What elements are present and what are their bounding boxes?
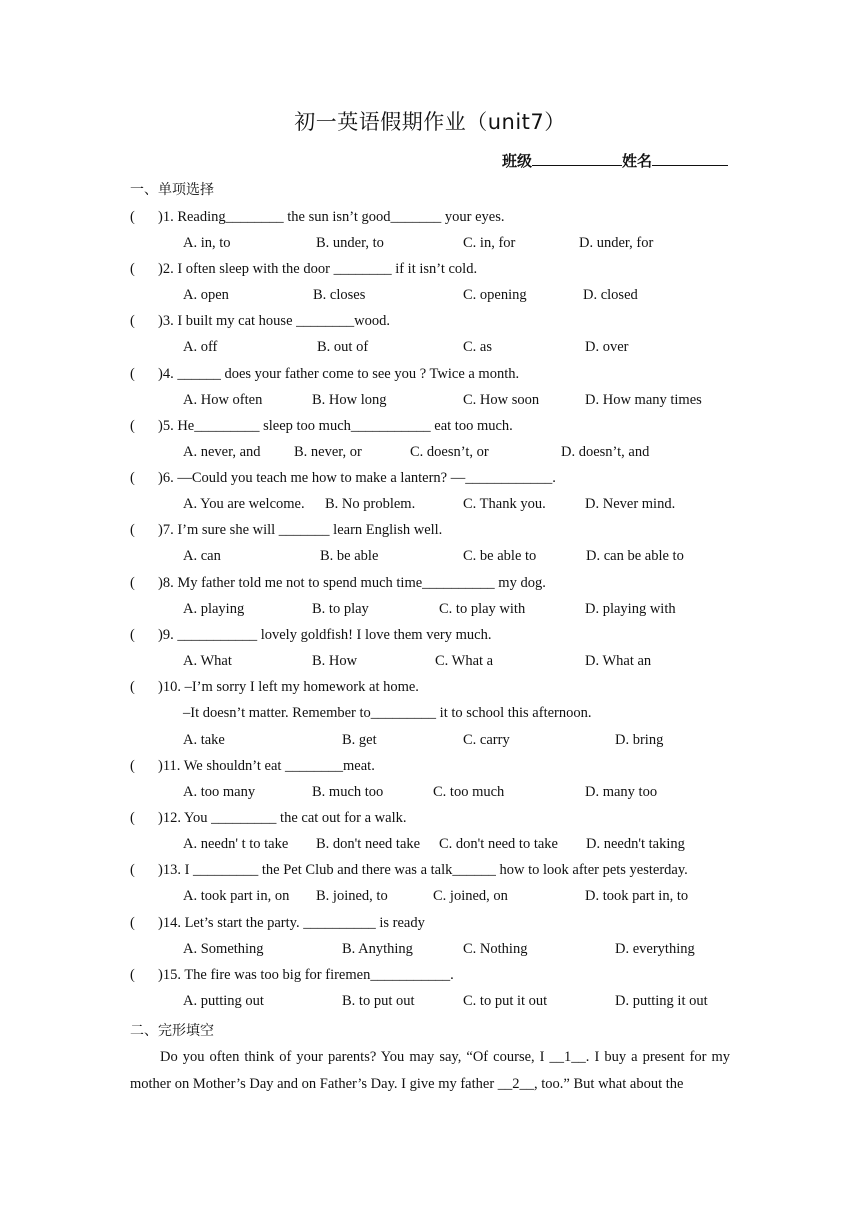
option-d[interactable]: D. closed bbox=[583, 287, 638, 303]
question-11 bbox=[130, 758, 375, 775]
question-text: )6. —Could you teach me how to make a lantern? —____________. bbox=[158, 470, 556, 486]
question-3 bbox=[130, 313, 390, 330]
option-d[interactable]: D. took part in, to bbox=[585, 888, 689, 904]
option-d[interactable]: D. playing with bbox=[585, 601, 676, 617]
answer-bracket[interactable]: ( bbox=[130, 679, 135, 695]
option-a[interactable]: A. took part in, on bbox=[183, 888, 290, 904]
option-d[interactable]: D. everything bbox=[615, 941, 695, 957]
question-text: )4. ______ does your father come to see you ? Twice a month. bbox=[158, 366, 520, 382]
option-c[interactable]: C. Nothing bbox=[463, 941, 528, 957]
option-a[interactable]: A. never, and bbox=[183, 444, 261, 460]
question-15 bbox=[130, 967, 454, 984]
question-text: )2. I often sleep with the door ________ if it isn’t cold. bbox=[158, 261, 478, 277]
question-text: )7. I’m sure she will _______ learn English well. bbox=[158, 522, 443, 538]
question-4 bbox=[130, 366, 520, 383]
option-d[interactable]: D. under, for bbox=[579, 235, 654, 251]
option-c[interactable]: C. as bbox=[463, 339, 492, 355]
option-a[interactable]: A. can bbox=[183, 548, 221, 564]
cloze-paragraph: Do you often think of your parents? You may say, “Of course, I __1__. I buy a present for my mother on Mother’s Day and on Father’s Day. I give my father __2__, too.” But what about the bbox=[130, 1049, 730, 1092]
answer-bracket[interactable]: ( bbox=[130, 758, 135, 774]
option-a[interactable]: A. playing bbox=[183, 601, 245, 617]
answer-bracket[interactable]: ( bbox=[130, 575, 135, 591]
option-b[interactable]: B. get bbox=[342, 732, 377, 748]
option-a[interactable]: A. How often bbox=[183, 392, 263, 408]
option-b[interactable]: B. out of bbox=[317, 339, 369, 355]
option-a[interactable]: A. open bbox=[183, 287, 229, 303]
option-d[interactable]: D. putting it out bbox=[615, 993, 708, 1009]
option-a[interactable]: A. Something bbox=[183, 941, 264, 957]
option-d[interactable]: D. doesn’t, and bbox=[561, 444, 650, 460]
option-c[interactable]: C. joined, on bbox=[433, 888, 508, 904]
question-8 bbox=[130, 575, 546, 592]
question-12 bbox=[130, 810, 407, 827]
option-b[interactable]: B. to play bbox=[312, 601, 369, 617]
question-text: )13. I _________ the Pet Club and there was a talk______ how to look after pets yesterday. bbox=[158, 862, 688, 878]
option-c[interactable]: C. What a bbox=[435, 653, 494, 669]
option-d[interactable]: D. needn't taking bbox=[586, 836, 685, 852]
option-c[interactable]: C. don't need to take bbox=[439, 836, 558, 852]
option-d[interactable]: D. Never mind. bbox=[585, 496, 676, 512]
option-c[interactable]: C. be able to bbox=[463, 548, 537, 564]
option-a[interactable]: A. putting out bbox=[183, 993, 264, 1009]
option-a[interactable]: A. You are welcome. bbox=[183, 496, 305, 512]
option-b[interactable]: B. never, or bbox=[294, 444, 362, 460]
option-c[interactable]: C. to play with bbox=[439, 601, 526, 617]
answer-bracket[interactable]: ( bbox=[130, 810, 135, 826]
section-heading-multiple-choice: 一、单项选择 bbox=[130, 182, 214, 198]
question-9 bbox=[130, 627, 492, 644]
name-label: 姓名 bbox=[622, 152, 653, 170]
question-text: )9. ___________ lovely goldfish! I love them very much. bbox=[158, 627, 492, 643]
option-d[interactable]: D. What an bbox=[585, 653, 652, 669]
option-b[interactable]: B. under, to bbox=[316, 235, 384, 251]
option-d[interactable]: D. How many times bbox=[585, 392, 702, 408]
question-10 bbox=[130, 679, 419, 696]
name-blank bbox=[652, 150, 728, 166]
option-b[interactable]: B. How long bbox=[312, 392, 387, 408]
option-b[interactable]: B. to put out bbox=[342, 993, 415, 1009]
option-c[interactable]: C. in, for bbox=[463, 235, 516, 251]
option-a[interactable]: A. off bbox=[183, 339, 218, 355]
question-text: )3. I built my cat house ________wood. bbox=[158, 313, 390, 329]
option-c[interactable]: C. too much bbox=[433, 784, 505, 800]
answer-bracket[interactable]: ( bbox=[130, 862, 135, 878]
option-b[interactable]: B. closes bbox=[313, 287, 366, 303]
question-text: )15. The fire was too big for firemen___________. bbox=[158, 967, 454, 983]
question-text: )1. Reading________ the sun isn’t good_______ your eyes. bbox=[158, 209, 505, 225]
answer-bracket[interactable]: ( bbox=[130, 627, 135, 643]
option-b[interactable]: B. Anything bbox=[342, 941, 413, 957]
option-b[interactable]: B. No problem. bbox=[325, 496, 416, 512]
option-a[interactable]: A. take bbox=[183, 732, 225, 748]
option-a[interactable]: A. needn' t to take bbox=[183, 836, 289, 852]
question-text: )14. Let’s start the party. __________ is ready bbox=[158, 915, 425, 931]
answer-bracket[interactable]: ( bbox=[130, 313, 135, 329]
option-b[interactable]: B. much too bbox=[312, 784, 384, 800]
question-6 bbox=[130, 470, 556, 487]
option-a[interactable]: A. too many bbox=[183, 784, 256, 800]
option-b[interactable]: B. don't need take bbox=[316, 836, 421, 852]
option-d[interactable]: D. over bbox=[585, 339, 629, 355]
question-1 bbox=[130, 209, 505, 226]
class-label: 班级 bbox=[502, 152, 533, 170]
section-heading-cloze: 二、完形填空 bbox=[130, 1023, 214, 1039]
question-text: )5. He_________ sleep too much___________ eat too much. bbox=[158, 418, 513, 434]
option-b[interactable]: B. joined, to bbox=[316, 888, 388, 904]
question-7 bbox=[130, 522, 443, 539]
class-blank bbox=[532, 150, 622, 166]
answer-bracket[interactable]: ( bbox=[130, 967, 135, 983]
question-text: )10. –I’m sorry I left my homework at home. bbox=[158, 679, 419, 695]
question-13 bbox=[130, 862, 688, 879]
question-text: )11. We shouldn’t eat ________meat. bbox=[158, 758, 375, 774]
answer-bracket[interactable]: ( bbox=[130, 915, 135, 931]
option-b[interactable]: B. be able bbox=[320, 548, 379, 564]
option-c[interactable]: C. How soon bbox=[463, 392, 540, 408]
question-5 bbox=[130, 418, 513, 435]
question-2 bbox=[130, 261, 478, 278]
option-b[interactable]: B. How bbox=[312, 653, 358, 669]
option-c[interactable]: C. to put it out bbox=[463, 993, 548, 1009]
option-a[interactable]: A. What bbox=[183, 653, 232, 669]
answer-bracket[interactable]: ( bbox=[130, 261, 135, 277]
option-a[interactable]: A. in, to bbox=[183, 235, 231, 251]
question-text: )12. You _________ the cat out for a walk. bbox=[158, 810, 407, 826]
answer-bracket[interactable]: ( bbox=[130, 366, 135, 382]
question-14 bbox=[130, 915, 425, 932]
answer-bracket[interactable]: ( bbox=[130, 470, 135, 486]
answer-bracket[interactable]: ( bbox=[130, 522, 135, 538]
page-title: 初一英语假期作业（unit7） bbox=[294, 110, 566, 134]
class-name-line bbox=[502, 150, 728, 171]
option-c[interactable]: C. doesn’t, or bbox=[410, 444, 489, 460]
question-text-line2: –It doesn’t matter. Remember to_________ it to school this afternoon. bbox=[183, 705, 592, 721]
option-c[interactable]: C. opening bbox=[463, 287, 527, 303]
answer-bracket[interactable]: ( bbox=[130, 209, 135, 225]
option-d[interactable]: D. can be able to bbox=[586, 548, 684, 564]
question-text: )8. My father told me not to spend much time__________ my dog. bbox=[158, 575, 546, 591]
answer-bracket[interactable]: ( bbox=[130, 418, 135, 434]
option-d[interactable]: D. bring bbox=[615, 732, 664, 748]
option-c[interactable]: C. Thank you. bbox=[463, 496, 546, 512]
option-d[interactable]: D. many too bbox=[585, 784, 658, 800]
option-c[interactable]: C. carry bbox=[463, 732, 510, 748]
